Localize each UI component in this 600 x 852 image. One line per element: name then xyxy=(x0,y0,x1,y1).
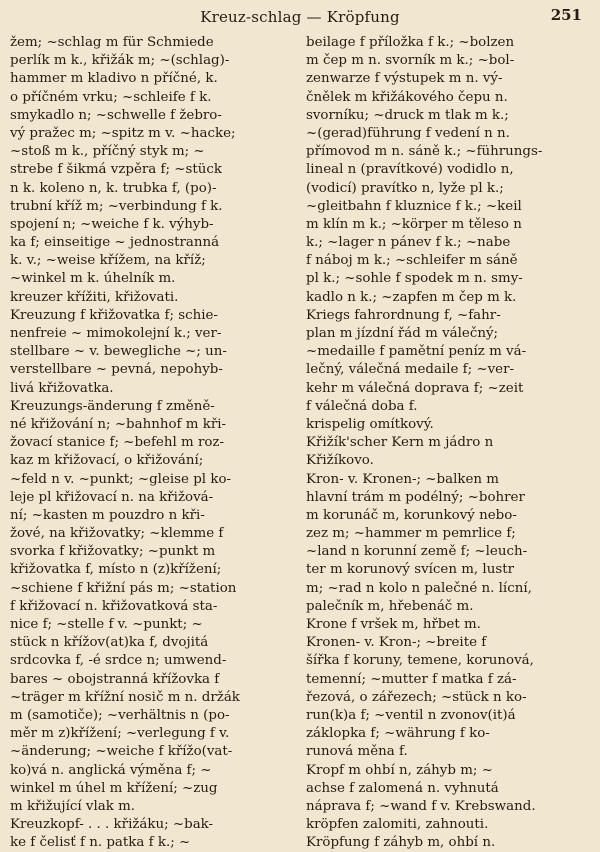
entry-line: beilage f příložka f k.; ~bolzen xyxy=(306,35,515,50)
left-column xyxy=(10,34,294,852)
entry-line: lineal n (pravítkové) vodidlo n, xyxy=(306,162,514,178)
entry-line: přímovod m n. sáně k.; ~führungs- xyxy=(306,144,543,160)
entry-line: ~änderung; ~weiche f křížo(vat- xyxy=(10,744,233,760)
entry-line: nice f; ~stelle f v. ~punkt; ~ xyxy=(10,617,203,632)
entry-line: Kronen- v. Kron-; ~breite f xyxy=(306,635,487,651)
entry-line: ke f čelisť f n. patka f k.; ~ xyxy=(10,835,191,851)
entry-line: strebe f šikmá vzpěra f; ~stück xyxy=(10,162,222,178)
entry-line: trubní kříž m; ~verbindung f k. xyxy=(10,198,223,214)
entry-line: kreuzer křížiti, křižovati. xyxy=(10,289,179,305)
entry-line: nenfreie ~ mimokolejní k.; ver- xyxy=(10,326,222,341)
entry-line: runová měna f. xyxy=(306,744,408,760)
entry-line: čnělek m křižákového čepu n. xyxy=(306,89,508,105)
entry-line: žovací stanice f; ~befehl m roz- xyxy=(10,435,225,451)
running-head: Kreuz-schlag — Kröpfung xyxy=(200,8,400,26)
entry-line: krispelig omítkový. xyxy=(306,416,434,432)
entry-line: Kreuzung f křižovatka f; schie- xyxy=(10,307,218,323)
entry-line: winkel m úhel m křížení; ~zug xyxy=(10,780,218,796)
entry-line: kehr m válečná doprava f; ~zeit xyxy=(306,380,524,396)
entry-line: kadlo n k.; ~zapfen m čep m k. xyxy=(306,289,517,305)
entry-line: svorníku; ~druck m tlak m k.; xyxy=(306,107,509,123)
entry-line: Kröpfung f záhyb m, ohbí n. xyxy=(306,835,496,851)
entry-line: né křižování n; ~bahnhof m kři- xyxy=(10,416,227,432)
entry-line: ~land n korunní země f; ~leuch- xyxy=(306,544,528,560)
entry-line: šířka f koruny, temene, korunová, xyxy=(306,653,534,669)
entry-line: vý pražec m; ~spitz m v. ~hacke; xyxy=(10,125,236,141)
entry-line: Křižík'scher Kern m jádro n xyxy=(306,435,494,451)
entry-line: temenní; ~mutter f matka f zá- xyxy=(306,671,517,687)
entry-line: verstellbare ~ pevná, nepohyb- xyxy=(10,362,223,378)
entry-line: ~(gerad)führung f vedení n n. xyxy=(306,125,510,141)
entry-line: run(k)a f; ~ventil n zvonov(it)á xyxy=(306,707,516,723)
entry-line: leje pl křižovací n. na křižová- xyxy=(10,489,214,505)
right-column xyxy=(306,34,590,852)
entry-line: palečník m, hřebenáč m. xyxy=(306,598,474,614)
entry-line: hammer m kladivo n příčné, k. xyxy=(10,71,218,87)
entry-line: ~gleitbahn f kluznice f k.; ~keil xyxy=(306,198,522,214)
entry-line: achse f zalomená n. vyhnutá xyxy=(306,780,499,796)
entry-line: Kropf m ohbí n, záhyb m; ~ xyxy=(306,762,493,778)
entry-line: bares ~ obojstranná křížovka f xyxy=(10,671,220,687)
entry-line: k.; ~lager n pánev f k.; ~nabe xyxy=(306,235,511,251)
entry-line: livá křižovatka. xyxy=(10,380,114,396)
entry-line: (vodicí) pravítko n, lyže pl k.; xyxy=(306,180,504,196)
entry-line: řezová, o zářezech; ~stück n ko- xyxy=(306,689,527,705)
entry-line: spojení n; ~weiche f k. výhyb- xyxy=(10,216,214,232)
entry-line: náprava f; ~wand f v. Krebswand. xyxy=(306,798,536,814)
entry-line: smykadlo n; ~schwelle f žebro- xyxy=(10,107,222,123)
entry-line: ~träger m křížní nosič m n. držák xyxy=(10,689,240,705)
entry-line: ~medaille f pamětní peníz m vá- xyxy=(306,344,527,360)
entry-line: pl k.; ~sohle f spodek m n. smy- xyxy=(306,271,523,287)
entry-line: Kriegs fahrordnung f, ~fahr- xyxy=(306,307,501,323)
entry-line: Kreuzungs-änderung f změně- xyxy=(10,398,215,414)
entry-line: lečný, válečná medaile f; ~ver- xyxy=(306,362,515,378)
entry-line: zenwarze f výstupek m n. vý- xyxy=(306,71,503,87)
entry-line: ka f; einseitige ~ jednostranná xyxy=(10,235,220,251)
entry-line: ~feld n v. ~punkt; ~gleise pl ko- xyxy=(10,471,232,487)
entry-line: Křižíkovo. xyxy=(306,453,374,469)
entry-line: f náboj m k.; ~schleifer m sáně xyxy=(306,253,518,269)
entry-line: Kron- v. Kronen-; ~balken m xyxy=(306,471,499,487)
entry-line: Krone f vršek m, hřbet m. xyxy=(306,617,481,632)
entry-line: ~schiene f křižní pás m; ~station xyxy=(10,580,237,596)
entry-line: o příčném vrku; ~schleife f k. xyxy=(10,89,212,105)
entry-line: ~stoß m k., příčný styk m; ~ xyxy=(10,144,205,160)
entry-line: žové, na křižovatky; ~klemme f xyxy=(10,526,224,542)
entry-line: hlavní trám m podélný; ~bohrer xyxy=(306,489,525,505)
entry-line: ní; ~kasten m pouzdro n kři- xyxy=(10,507,205,523)
entry-line: m; ~rad n kolo n palečné n. lícní, xyxy=(306,580,532,596)
entry-line: ~winkel m k. úhelník m. xyxy=(10,271,176,287)
entry-line: kaz m křižovací, o křižování; xyxy=(10,453,204,469)
entry-line: m korunáč m, korunkový nebo- xyxy=(306,507,517,523)
entry-line: žem; ~schlag m für Schmiede xyxy=(10,35,214,50)
entry-line: f křižovací n. křižovatková sta- xyxy=(10,598,218,614)
entry-line: f válečná doba f. xyxy=(306,398,418,414)
entry-line: plan m jízdní řád m válečný; xyxy=(306,326,499,341)
entry-line: srdcovka f, -é srdce n; umwend- xyxy=(10,653,227,669)
entry-line: stellbare ~ v. bewegliche ~; un- xyxy=(10,344,227,360)
entry-line: m (samotiče); ~verhältnis n (po- xyxy=(10,707,230,723)
entry-line: perlík m k., křižák m; ~(schlag)- xyxy=(10,53,230,69)
entry-line: ter m korunový svícen m, lustr xyxy=(306,562,514,578)
entry-line: kröpfen zalomiti, zahnouti. xyxy=(306,817,489,833)
page-header xyxy=(0,6,600,30)
entry-line: svorka f křižovatky; ~punkt m xyxy=(10,544,216,560)
entry-line: m křižující vlak m. xyxy=(10,798,136,814)
page-number: 251 xyxy=(550,6,582,24)
entry-line: záklopka f; ~währung f ko- xyxy=(306,726,490,742)
entry-line: křižovatka f, místo n (z)křížení; xyxy=(10,562,222,578)
entry-line: k. v.; ~weise křížem, na kříž; xyxy=(10,253,206,269)
entry-line: stück n křížov(at)ka f, dvojitá xyxy=(10,635,209,651)
entry-line: Kreuzkopf- . . . křižáku; ~bak- xyxy=(10,817,214,833)
entry-line: m klín m k.; ~körper m těleso n xyxy=(306,216,522,232)
entry-line: zez m; ~hammer m pemrlice f; xyxy=(306,526,516,542)
entry-line: n k. koleno n, k. trubka f, (po)- xyxy=(10,180,217,196)
entry-line: měr m z)křížení; ~verlegung f v. xyxy=(10,726,230,742)
entry-line: m čep m n. svorník m k.; ~bol- xyxy=(306,53,515,69)
entry-line: ko)vá n. anglická výměna f; ~ xyxy=(10,762,212,778)
